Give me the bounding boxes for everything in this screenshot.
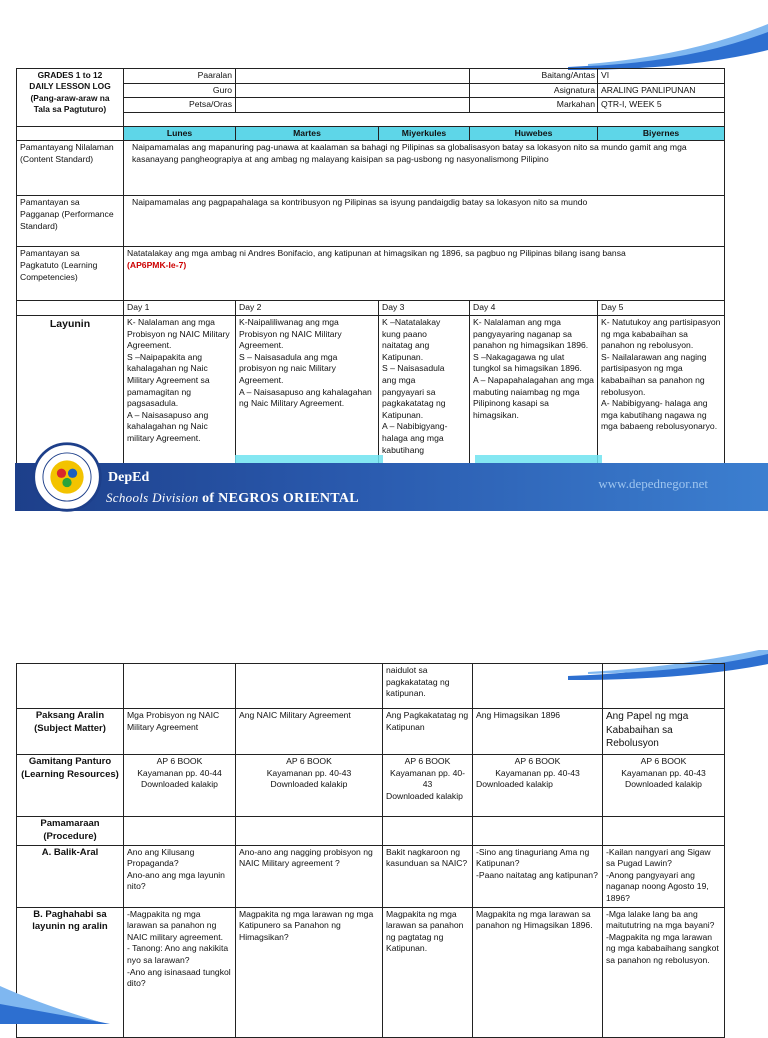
balik-day-1: [124, 845, 236, 907]
balik-d1-q1: Ano ang Kilusang Propaganda?: [127, 846, 195, 869]
pamamaraan-day-2: [236, 817, 383, 846]
asignatura-label: Asignatura: [505, 83, 598, 98]
paghahabi-day-2: [236, 907, 383, 1037]
layunin-d5-a: A- Nabibigyang- halaga ang mga kabutihang nagawa ng mga babaeng rebolusyonaryo.: [601, 398, 718, 432]
daily-lesson-log-label: DAILY LESSON LOG: [29, 81, 111, 92]
layunin-d5-k: K- Natutukoy ang partisipasyon ng mga kababaihan sa panahon ng rebolusyon.: [601, 316, 721, 351]
pamamaraan-day-3: [383, 817, 473, 846]
balik-d1-q2: Ano-ano ang mga layunin nito?: [127, 869, 225, 892]
gamitang-d1-pages: Kayamanan pp. 40-44: [137, 767, 222, 778]
pamamaraan-day-4: [473, 817, 603, 846]
gamitang-d4-pages: Kayamanan pp. 40-43: [495, 767, 580, 778]
gamitang-d5-book: AP 6 BOOK: [640, 756, 687, 766]
gamitang-d5-kalakip: Downloaded kalakip: [625, 779, 702, 790]
layunin-d2-a: A – Naisasapuso ang kahalagahan ng Naic Military Agreement.: [239, 386, 372, 409]
balik-d5-q2: -Anong pangyayari ang naganap noong Agosto 19, 1896?: [606, 869, 709, 903]
balik-d4-q2: -Paano naitatag ang katipunan?: [476, 869, 598, 880]
competencies-text: Natatalakay ang mga ambag ni Andres Bonifacio, ang katipunan at himagsikan ng 1896, sa pagbuo ng Pilipinas bilang isang bansa: [127, 248, 626, 259]
footer-url[interactable]: www.depednegor.net: [598, 476, 708, 491]
balik-d3-q1: Bakit nagkaroon ng kasunduan sa NAIC?: [386, 846, 468, 869]
layunin-d3-a: A – Nabibigyang-halaga ang mga kabutihang: [382, 421, 448, 455]
gamitang-day-1: [124, 755, 236, 817]
header-title-cell: [17, 69, 124, 127]
balik-day-3: [383, 845, 473, 907]
petsa-label: Petsa/Oras: [124, 98, 236, 113]
layunin-d1-s: S –Naipapakita ang kahalagahan ng Naic Military Agreement sa pamamagitan ng pagsasadula.: [127, 351, 210, 409]
paaralan-label: Paaralan: [124, 69, 236, 84]
petsa-value[interactable]: [236, 98, 470, 113]
paksa-day-3: Ang Pagkakatatag ng Katipunan: [383, 709, 473, 755]
gamitang-day-5: [603, 755, 725, 817]
footer-division-label: Schools Division: [106, 490, 199, 505]
pamamaraan-day-5: [603, 817, 725, 846]
paghahabi-d5-b: -Magpakita ng mga larawan ng mga kababaihang sangkot sa panahon ng rebolusyon.: [606, 931, 719, 965]
performance-standard-text: Naipamamalas ang pagpapahalaga sa kontribusyon ng Pilipinas sa isyung pandaigdig batay sa lokasyon nito sa mundo: [124, 196, 725, 247]
layunin-d2-s: S – Naisasadula ang mga probisyon ng naic Military Agreement.: [239, 351, 338, 385]
day-header-lunes: Lunes: [124, 126, 236, 141]
day-header-martes: Martes: [236, 126, 379, 141]
paghahabi-d5-a: -Mga lalake lang ba ang maitututring na mga bayani?: [606, 908, 715, 931]
cont-day-4: [473, 664, 603, 709]
paksa-day-5: Ang Papel ng mga Kababaihan sa Rebolusyon: [603, 709, 725, 755]
layunin-d4-k: K- Nalalaman ang mga pangyayaring naganap sa panahon ng himagsikan 1896.: [473, 316, 589, 351]
balik-day-5: [603, 845, 725, 907]
content-standard-label: Pamantayang Nilalaman (Content Standard): [17, 141, 124, 196]
footer-deped-logo: DepEd: [108, 470, 150, 485]
cont-day-1: [124, 664, 236, 709]
content-standard-text: Naipamamalas ang mapanuring pag-unawa at kaalaman sa bahagi ng Pilipinas sa globalisasyon batay sa lokasyon nito sa mundo gamit ang mga kasanayang pangheograpiya at ang ambag ng malayang kaisipan sa pag-usbong ng nasyonalismong Pilipino: [124, 141, 725, 196]
balik-d5-q1: -Kailan nangyari ang Sigaw sa Pugad Lawin?: [606, 846, 711, 869]
layunin-d1-a: A – Naisasapuso ang kahalagahan ng Naic military Agreement.: [127, 409, 209, 443]
cont-day-3: naidulot sa pagkakatatag ng katipunan.: [383, 664, 473, 709]
paghahabi-label: B. Paghahabi sa layunin ng aralin: [17, 907, 124, 1037]
gamitang-label: Gamitang Panturo (Learning Resources): [17, 755, 124, 817]
page-2: [0, 640, 768, 1024]
gamitang-day-3: [383, 755, 473, 817]
day-header-corner: [17, 126, 124, 141]
guro-label: Guro: [124, 83, 236, 98]
pamamaraan-day-1: [124, 817, 236, 846]
asignatura-label-spacer: [470, 83, 505, 98]
cont-day-5: [603, 664, 725, 709]
lesson-log-table-page-1: [16, 68, 725, 494]
gamitang-d4-kalakip: Downloaded kalakip: [476, 779, 553, 790]
gamitang-day-2: [236, 755, 383, 817]
paghahabi-day-4: [473, 907, 603, 1037]
day-label-5: Day 5: [598, 301, 725, 316]
gamitang-day-4: [473, 755, 603, 817]
cont-label-cell: [17, 664, 124, 709]
competencies-label: Pamantayan sa Pagkatuto (Learning Competencies): [17, 247, 124, 301]
layunin-d2-k: K-Naipaliliwanag ang mga Probisyon ng NAIC Military Agreement.: [239, 316, 342, 351]
gamitang-d1-kalakip: Downloaded kalakip: [141, 779, 218, 790]
paghahabi-d1-a: -Magpakita ng mga larawan sa panahon ng NAIC military agreement.: [127, 908, 223, 942]
gamitang-d2-book: AP 6 BOOK: [286, 756, 332, 766]
paghahabi-d3-a: Magpakita ng mga larawan sa panahon ng pagtatag ng Katipunan.: [386, 908, 464, 954]
paghahabi-d4-a: Magpakita ng mga larawan sa panahon ng Himagsikan 1896.: [476, 908, 593, 931]
competencies-cell: [124, 247, 725, 301]
layunin-label: Layunin: [17, 315, 124, 493]
deped-seal-icon: [30, 440, 104, 514]
header-swoosh-decoration: [568, 22, 768, 72]
baitang-value: VI: [598, 69, 725, 84]
paghahabi-d2-a: Magpakita ng mga larawan ng mga Katipunero sa Panahon ng Himagsikan?: [239, 908, 374, 942]
balik-aral-label: A. Balik-Aral: [17, 845, 124, 907]
paghahabi-day-1: [124, 907, 236, 1037]
asignatura-value: ARALING PANLIPUNAN: [598, 83, 725, 98]
balik-day-4: [473, 845, 603, 907]
gamitang-d1-book: AP 6 BOOK: [156, 756, 203, 766]
pamamaraan-label: Pamamaraan (Procedure): [17, 817, 124, 846]
paghahabi-day-3: [383, 907, 473, 1037]
paghahabi-day-5: [603, 907, 725, 1037]
footer-division-name: of NEGROS ORIENTAL: [202, 491, 359, 506]
tala-label: Tala sa Pagtuturo): [33, 104, 107, 115]
footer-swoosh-decoration: [0, 974, 110, 1024]
day-header-huwebes: Huwebes: [470, 126, 598, 141]
gamitang-d3-kalakip: Downloaded kalakip: [386, 790, 463, 801]
gamitang-d4-book: AP 6 BOOK: [514, 756, 561, 766]
balik-d2-q1: Ano-ano ang nagging probisyon ng NAIC Military agreement ?: [239, 846, 373, 869]
performance-standard-label: Pamantayan sa Pagganap (Performance Standard): [17, 196, 124, 247]
markahan-label-spacer: [470, 98, 505, 113]
day-header-biyernes: Biyernes: [598, 126, 725, 141]
gamitang-d2-pages: Kayamanan pp. 40-43: [266, 767, 352, 778]
layunin-d1-k: K- Nalalaman ang mga Probisyon ng NAIC Military Agreement.: [127, 316, 230, 351]
balik-d4-q1: -Sino ang tinaguriang Ama ng Katipunan?: [476, 846, 590, 869]
baitang-label: Baitang/Antas: [505, 69, 598, 84]
paghahabi-d1-b: - Tanong: Ano ang nakikita nyo sa larawan?: [127, 943, 229, 965]
layunin-d5-s: S- Nailalarawan ang naging partisipasyon ng mga kababaihan sa panahon ng rebolusyon.: [601, 351, 707, 397]
paghahabi-d1-c: -Ano ang isinasaad tungkol dito?: [127, 966, 231, 989]
pang-araw-label: (Pang-araw-araw na: [30, 92, 110, 103]
header-blank-row: [124, 112, 725, 126]
competencies-code: (AP6PMK-Ie-7): [127, 259, 187, 270]
paksa-day-4: Ang Himagsikan 1896: [473, 709, 603, 755]
day-label-2: Day 2: [236, 301, 379, 316]
cont-day-2: [236, 664, 383, 709]
gamitang-d2-kalakip: Downloaded kalakip: [270, 779, 348, 790]
day-label-corner: [17, 301, 124, 316]
footer-division: [106, 490, 359, 507]
paksa-label: Paksang Aralin (Subject Matter): [17, 709, 124, 755]
lesson-log-table-page-2: [16, 663, 725, 1038]
paksa-day-2: Ang NAIC Military Agreement: [236, 709, 383, 755]
day-header-miyerkules: Miyerkules: [379, 126, 470, 141]
markahan-label: Markahan: [505, 98, 598, 113]
gamitang-d3-book: AP 6 BOOK: [404, 756, 451, 766]
gamitang-d3-pages: Kayamanan pp. 40-43: [389, 767, 465, 790]
markahan-value: QTR-I, WEEK 5: [598, 98, 725, 113]
layunin-d4-s: S –Nakagagawa ng ulat tungkol sa himagsikan 1896.: [473, 351, 582, 374]
page-1: [0, 0, 768, 515]
grades-label: GRADES 1 to 12: [37, 70, 103, 80]
balik-day-2: [236, 845, 383, 907]
day-label-3: Day 3: [379, 301, 470, 316]
layunin-d3-s: S – Naisasadula ang mga pangyayari sa pagkakatatag ng Katipunan.: [382, 363, 446, 420]
paksa-day-1: Mga Probisyon ng NAIC Military Agreement: [124, 709, 236, 755]
layunin-d3-k: K –Natatalakay kung paano naitatag ang Katipunan.: [382, 316, 441, 362]
gamitang-d5-pages: Kayamanan pp. 40-43: [621, 767, 706, 778]
day-label-4: Day 4: [470, 301, 598, 316]
paaralan-value[interactable]: [236, 69, 470, 84]
baitang-label-spacer: [470, 69, 505, 84]
guro-value[interactable]: [236, 83, 470, 98]
layunin-d4-a: A – Napapahalagahan ang mga mabuting naiambag ng mga Pilipinong kasapi sa himagsikan.: [473, 374, 594, 420]
day-label-1: Day 1: [124, 301, 236, 316]
